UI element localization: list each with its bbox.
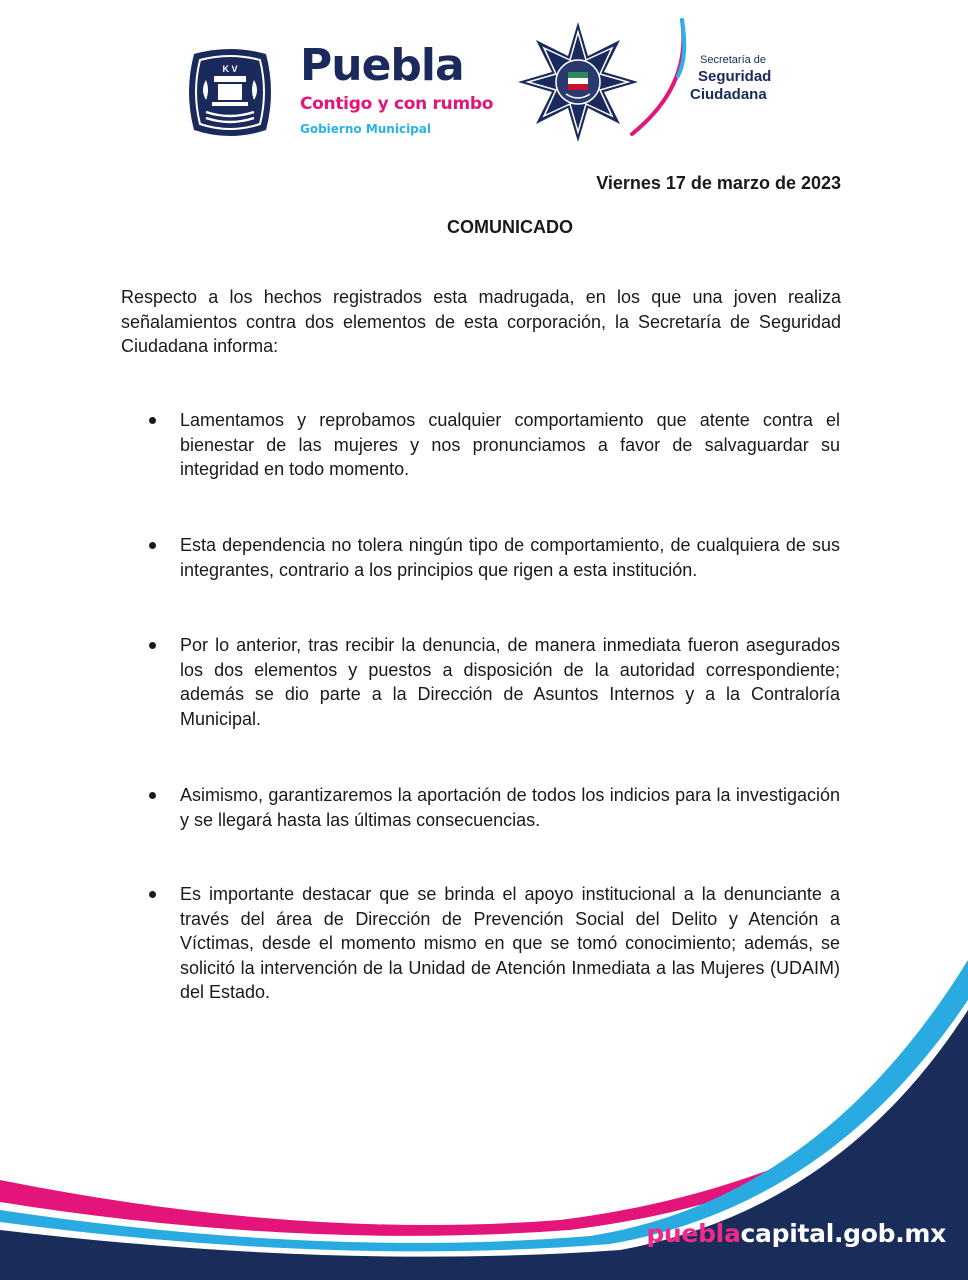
svg-text:K V: K V: [222, 64, 238, 74]
municipal-government-label: Gobierno Municipal: [300, 122, 431, 136]
communique-date: Viernes 17 de marzo de 2023: [596, 173, 841, 193]
ssc-swoosh-icon: [628, 16, 690, 140]
police-star-badge-icon: [516, 20, 640, 144]
website-url-pink: puebla: [646, 1219, 741, 1248]
communique-title: COMUNICADO: [447, 217, 573, 237]
ssc-label-line1: Seguridad: [698, 68, 772, 85]
bullet-dot: [149, 642, 156, 649]
bullet-item: Es importante destacar que se brinda el apoyo institucional a la denunciante a través del área de Dirección de Prevención Social del Delito y Atención a Víctimas, desde el momento mismo en que se tomó conocimiento; además, se solicitó la intervención de la Unidad de Atención Inmediata a las Mujeres (UDAIM) del Estado.: [180, 884, 840, 1002]
bullet-dot: [149, 417, 156, 424]
puebla-city-shield-icon: [184, 46, 276, 138]
website-url-white: capital.gob.mx: [740, 1219, 946, 1248]
ssc-label-line2: Ciudadana: [690, 86, 767, 103]
puebla-brand-name: Puebla: [300, 40, 464, 91]
bullet-dot: [149, 792, 156, 799]
ssc-label-small: Secretaría de: [700, 54, 767, 66]
puebla-tagline: Contigo y con rumbo: [300, 94, 494, 114]
bullet-item: Esta dependencia no tolera ningún tipo de comportamiento, de cualquiera de sus integrantes, contrario a los principios que rigen a esta institución.: [180, 535, 840, 580]
bullet-item: Asimismo, garantizaremos la aportación de todos los indicios para la investigación y se llegará hasta las últimas consecuencias.: [180, 785, 840, 830]
bullet-dot: [149, 542, 156, 549]
website-url[interactable]: [646, 1221, 946, 1246]
bullet-item: Lamentamos y reprobamos cualquier comportamiento que atente contra el bienestar de las mujeres y nos pronunciamos a favor de salvaguardar su integridad en todo momento.: [180, 410, 840, 479]
bullet-item: Por lo anterior, tras recibir la denuncia, de manera inmediata fueron asegurados los dos elementos y puestos a disposición de la autoridad correspondiente; además se dio parte a la Dirección de Asuntos Internos y a la Contraloría Municipal.: [180, 635, 840, 729]
bullet-dot: [149, 891, 156, 898]
communique-intro: Respecto a los hechos registrados esta madrugada, en los que una joven realiza señalamientos contra dos elementos de esta corporación, la Secretaría de Seguridad Ciudadana informa:: [121, 287, 841, 356]
